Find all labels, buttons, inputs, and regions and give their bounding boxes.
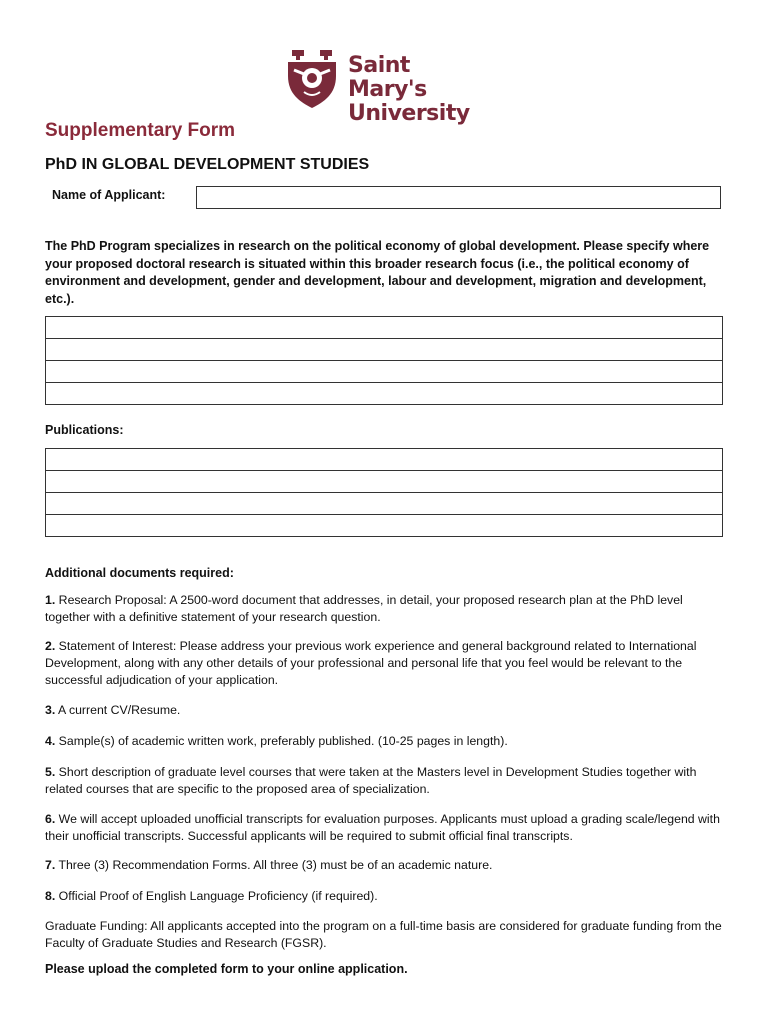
research-focus-instructions: The PhD Program specializes in research on the political economy of global development. Please specify where your proposed doctoral research is situated within this broader research focus (i.e., the political economy of environment and development, gender and development, labour and development, migration and development, etc.). — [45, 239, 710, 306]
item-number: 2. — [45, 639, 56, 653]
upload-instruction: Please upload the completed form to your online application. — [45, 962, 408, 976]
program-title: PhD IN GLOBAL DEVELOPMENT STUDIES — [45, 156, 370, 173]
university-logo — [282, 44, 492, 126]
item-text: Research Proposal: A 2500-word document that addresses, in detail, your proposed research plan at the PhD level together with a definitive statement of your research question. — [45, 593, 683, 624]
document-item — [45, 592, 730, 626]
research-focus-table — [45, 316, 723, 405]
item-text: Sample(s) of academic written work, preferably published. (10-25 pages in length). — [55, 734, 508, 748]
item-text: A current CV/Resume. — [55, 703, 181, 717]
university-crest-icon — [282, 44, 342, 110]
item-text: Official Proof of English Language Proficiency (if required). — [55, 889, 378, 903]
name-of-applicant-label: Name of Applicant: — [52, 188, 166, 202]
item-number: 3. — [45, 703, 56, 717]
document-item — [45, 811, 730, 845]
publications-row-4[interactable] — [46, 515, 722, 537]
item-number: 7. — [45, 858, 56, 872]
item-number: 6. — [45, 812, 56, 826]
research-focus-row-4[interactable] — [46, 383, 722, 405]
document-item — [45, 764, 730, 798]
form-title: Supplementary Form — [45, 120, 236, 141]
item-number: 8. — [45, 889, 56, 903]
publications-row-1[interactable] — [46, 449, 722, 471]
document-item — [45, 638, 730, 689]
document-item — [45, 733, 730, 750]
name-of-applicant-field[interactable] — [196, 186, 721, 209]
publications-row-2[interactable] — [46, 471, 722, 493]
item-text: Short description of graduate level courses that were taken at the Masters level in Development Studies together with related courses that are specific to the proposed area of specialization. — [45, 765, 697, 796]
graduate-funding-note: Graduate Funding: All applicants accepted into the program on a full-time basis are considered for graduate funding from the Faculty of Graduate Studies and Research (FGSR). — [45, 919, 722, 950]
item-number: 1. — [45, 593, 56, 607]
publications-row-3[interactable] — [46, 493, 722, 515]
item-text: Three (3) Recommendation Forms. All three (3) must be of an academic nature. — [55, 858, 493, 872]
research-focus-row-1[interactable] — [46, 317, 722, 339]
item-number: 5. — [45, 765, 56, 779]
publications-label: Publications: — [45, 423, 124, 437]
document-item — [45, 857, 730, 874]
additional-documents-heading: Additional documents required: — [45, 566, 234, 580]
logo-line-1: Saint Mary's — [348, 53, 427, 102]
document-item — [45, 888, 730, 905]
item-text: Statement of Interest: Please address your previous work experience and general background related to International Development, along with any other details of your professional and personal life that you feel would be relevant to the successful adjudication of your application. — [45, 639, 697, 687]
publications-table — [45, 448, 723, 537]
item-text: We will accept uploaded unofficial transcripts for evaluation purposes. Applicants must upload a grading scale/legend with their unofficial transcripts. Successful applicants will be required to submit official final transcripts. — [45, 812, 720, 843]
document-item — [45, 702, 730, 719]
item-number: 4. — [45, 734, 56, 748]
research-focus-row-2[interactable] — [46, 339, 722, 361]
research-focus-row-3[interactable] — [46, 361, 722, 383]
logo-line-2: University — [348, 101, 470, 126]
